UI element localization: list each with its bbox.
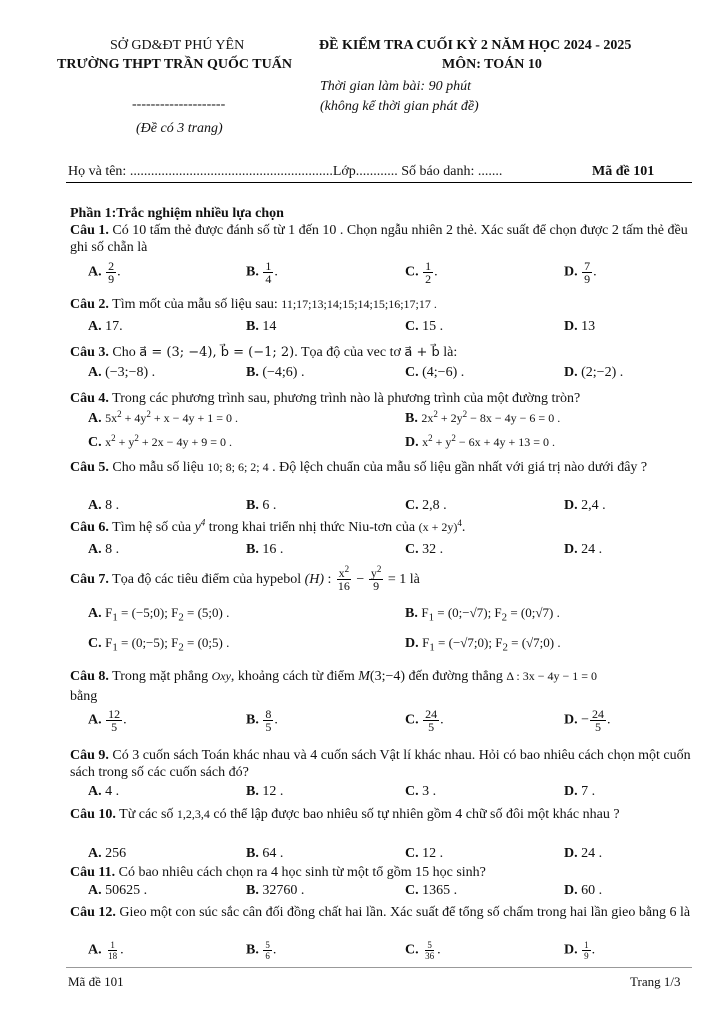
q7-option-b[interactable]: B. $F_1$ = (0;−√7); $F_2$ = (0;√7) . [405, 605, 560, 624]
q2-option-c[interactable]: C. 15 . [405, 319, 444, 334]
q12-option-b[interactable]: B. $\frac{5}{6}$ . [246, 940, 277, 961]
question-7: Câu 7. Tọa độ các tiêu điểm của hypebol (H) : $\frac{x^2}{16}$ − $\frac{y^2}{9}$ = 1 là [70, 564, 420, 594]
q5-option-d[interactable]: D. 2,4 . [564, 498, 606, 513]
q11-option-c[interactable]: C. 1365 . [405, 883, 458, 898]
exam-time-note: (không kể thời gian phát đề) [320, 99, 479, 114]
q10-option-b[interactable]: B. 64 . [246, 846, 284, 861]
q12-option-a[interactable]: A. $\frac{1}{18}$ . [88, 940, 124, 961]
q5-option-c[interactable]: C. 2,8 . [405, 498, 447, 513]
question-5: Câu 5. Cho mẫu số liệu 10; 8; 6; 2; 4 . Độ lệch chuẩn của mẫu số liệu gần nhất với giá trị nào dưới đây ? [70, 460, 648, 475]
q1-option-d[interactable]: D. $\frac{7}{9}$ . [564, 259, 597, 286]
q10-option-a[interactable]: A. 256 [88, 846, 127, 861]
q5-option-a[interactable]: A. 8 . [88, 498, 120, 513]
exam-time: Thời gian làm bài: 90 phút [320, 79, 471, 94]
question-8: Câu 8. Trong mặt phẳng Oxy, khoảng cách từ điểm M(3;−4) đến đường thẳng Δ : 3x − 4y − 1 = 0 bằng [70, 669, 598, 704]
question-3: Câu 3. Cho a⃗ = (3; −4), b⃗ = (−1; 2). Tọa độ của vec tơ a⃗ + b⃗ là: [70, 345, 458, 360]
question-12: Câu 12. Gieo một con súc sắc cân đối đồng chất hai lần. Xác suất để tổng số chấm trong hai lần gieo bằng 6 là [70, 905, 691, 920]
q9-option-a[interactable]: A. 4 . [88, 784, 120, 799]
question-4: Câu 4. Trong các phương trình sau, phương trình nào là phương trình của một đường tròn? [70, 391, 581, 406]
q4-option-a[interactable]: A. $5x^2 + 4y^2 + x - 4y + 1 = 0$ . [88, 409, 238, 426]
q8-option-d[interactable]: D. − $\frac{24}{5}$ . [564, 707, 611, 734]
q5-option-b[interactable]: B. 6 . [246, 498, 277, 513]
question-6: Câu 6. Tìm hệ số của $y^4$ trong khai triển nhị thức Niu-tơn của $(x + 2y)^4$. [70, 517, 466, 535]
q8-option-a[interactable]: A. $\frac{12}{5}$ . [88, 707, 127, 734]
q8-option-b[interactable]: B. $\frac{8}{5}$ . [246, 707, 278, 734]
exam-title: ĐỀ KIỂM TRA CUỐI KỲ 2 NĂM HỌC 2024 - 2025 [319, 38, 632, 53]
q6-option-b[interactable]: B. 16 . [246, 542, 284, 557]
question-10: Câu 10. Từ các số 1,2,3,4 có thể lập được bao nhiêu số tự nhiên gồm 4 chữ số đôi một khác nhau ? [70, 807, 620, 822]
q8-option-c[interactable]: C. $\frac{24}{5}$ . [405, 707, 444, 734]
part-title: Phần 1:Trắc nghiệm nhiều lựa chọn [70, 206, 284, 221]
q7-option-d[interactable]: D. $F_1$ = (−√7;0); $F_2$ = (√7;0) . [405, 635, 561, 654]
q1-option-a[interactable]: A. $\frac{2}{9}$ . [88, 259, 121, 286]
subject: MÔN: TOÁN 10 [442, 57, 542, 72]
q6-option-c[interactable]: C. 32 . [405, 542, 444, 557]
q9-option-d[interactable]: D. 7 . [564, 784, 596, 799]
page-number: Trang 1/3 [630, 974, 681, 989]
exam-code: Mã đề 101 [592, 164, 655, 179]
q2-option-d[interactable]: D. 13 [564, 319, 596, 334]
q11-option-a[interactable]: A. 50625 . [88, 883, 148, 898]
q3-option-d[interactable]: D. (2;−2) . [564, 365, 624, 380]
q10-option-d[interactable]: D. 24 . [564, 846, 603, 861]
q6-option-a[interactable]: A. 8 . [88, 542, 120, 557]
q1-option-b[interactable]: B. $\frac{1}{4}$ . [246, 259, 278, 286]
q9-option-c[interactable]: C. 3 . [405, 784, 437, 799]
q10-option-c[interactable]: C. 12 . [405, 846, 444, 861]
student-info-line: Họ và tên: ..........................................................Lớp............ Số báo danh: ....... [68, 164, 503, 179]
q2-option-b[interactable]: B. 14 [246, 319, 277, 334]
header-dashes: -------------------- [132, 97, 226, 112]
q4-option-d[interactable]: D. $x^2 + y^2 - 6x + 4y + 13 = 0$ . [405, 433, 555, 450]
q3-option-b[interactable]: B. (−4;6) . [246, 365, 305, 380]
footer-rule [66, 967, 692, 968]
q1-option-c[interactable]: C. $\frac{1}{2}$ . [405, 259, 438, 286]
question-2: Câu 2. Tìm mốt của mẫu số liệu sau: 11;17;13;14;15;14;15;16;17;17 . [70, 297, 437, 312]
q7-option-a[interactable]: A. $F_1$ = (−5;0); $F_2$ = (5;0) . [88, 605, 230, 624]
q7-option-c[interactable]: C. $F_1$ = (0;−5); $F_2$ = (0;5) . [88, 635, 230, 654]
q11-option-d[interactable]: D. 60 . [564, 883, 603, 898]
q4-option-c[interactable]: C. $x^2 + y^2 + 2x - 4y + 9 = 0$ . [88, 433, 232, 450]
question-9: Câu 9. Có 3 cuốn sách Toán khác nhau và 4 cuốn sách Vật lí khác nhau. Hỏi có bao nhiêu cách chọn một cuốn sách trong số các cuốn sách đó? [70, 748, 691, 780]
q11-option-b[interactable]: B. 32760 . [246, 883, 305, 898]
pages-note: (Đề có 3 trang) [136, 121, 223, 136]
footer-code: Mã đề 101 [68, 974, 124, 989]
q4-option-b[interactable]: B. $2x^2 + 2y^2 - 8x - 4y - 6 = 0$ . [405, 409, 561, 426]
header-rule [66, 182, 692, 183]
q3-option-a[interactable]: A. (−3;−8) . [88, 365, 156, 380]
q3-option-c[interactable]: C. (4;−6) . [405, 365, 465, 380]
question-11: Câu 11. Có bao nhiêu cách chọn ra 4 học sinh từ một tổ gồm 15 học sinh? [70, 865, 486, 880]
q6-option-d[interactable]: D. 24 . [564, 542, 603, 557]
q9-option-b[interactable]: B. 12 . [246, 784, 284, 799]
school-name: TRƯỜNG THPT TRẦN QUỐC TUẤN [57, 57, 292, 72]
q12-option-c[interactable]: C. $\frac{5}{36}$ . [405, 940, 441, 961]
question-1: Câu 1. Có 10 tấm thẻ được đánh số từ 1 đến 10 . Chọn ngẫu nhiên 2 thẻ. Xác suất để chọn được 2 tấm thẻ đều ghi số chẵn là [70, 223, 688, 255]
q2-option-a[interactable]: A. 17. [88, 319, 123, 334]
dept-name: SỞ GD&ĐT PHÚ YÊN [110, 38, 245, 53]
q12-option-d[interactable]: D. $\frac{1}{9}$ . [564, 940, 596, 961]
